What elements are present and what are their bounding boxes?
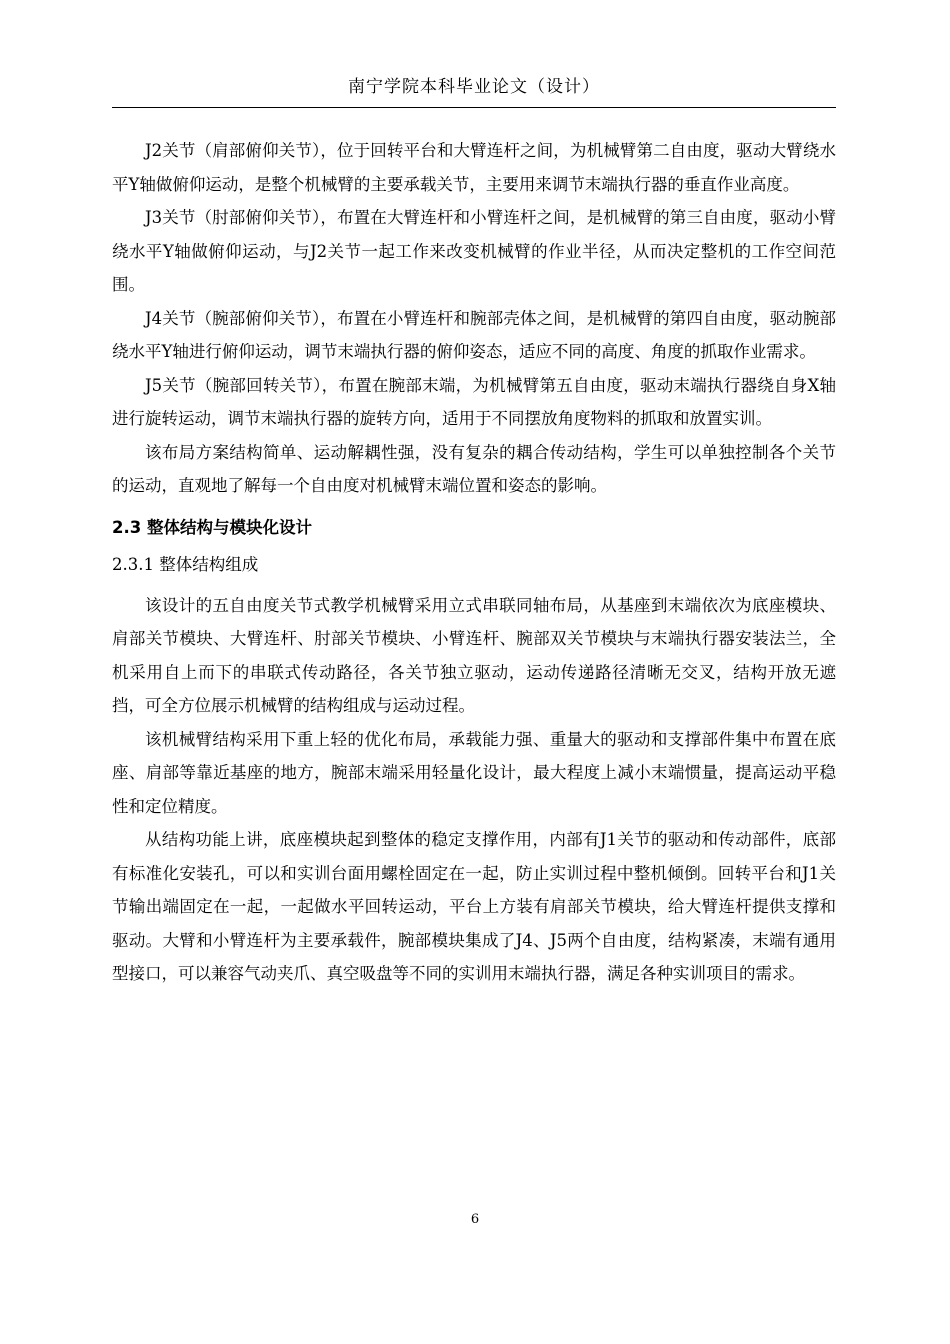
- paragraph-j4: J4关节（腕部俯仰关节），布置在小臂连杆和腕部壳体之间，是机械臂的第四自由度，驱动腕部绕水平Y轴进行俯仰运动，调节末端执行器的俯仰姿态，适应不同的高度、角度的抓取作业需求。: [112, 308, 836, 361]
- paragraph-j3: J3关节（肘部俯仰关节），布置在大臂连杆和小臂连杆之间，是机械臂的第三自由度，驱动小臂绕水平Y轴做俯仰运动，与J2关节一起工作来改变机械臂的作业半径，从而决定整机的工作空间范围。: [112, 208, 836, 294]
- document-body: [112, 134, 836, 991]
- section-heading: 2.3 整体结构与模块化设计: [112, 517, 312, 537]
- paragraph-structure-function: 从结构功能上讲，底座模块起到整体的稳定支撑作用，内部有J1关节的驱动和传动部件，底部有标准化安装孔，可以和实训台面用螺栓固定在一起，防止实训过程中整机倾倒。回转平台和J1关节输出端固定在一起，一起做水平回转运动，平台上方装有肩部关节模块，给大臂连杆提供支撑和驱动。大臂和小臂连杆为主要承载件，腕部模块集成了J4、J5两个自由度，结构紧凑，末端有通用型接口，可以兼容气动夹爪、真空吸盘等不同的实训用末端执行器，满足各种实训项目的需求。: [112, 830, 836, 983]
- paragraph-layout-summary: 该布局方案结构简单、运动解耦性强，没有复杂的耦合传动结构，学生可以单独控制各个关节的运动，直观地了解每一个自由度对机械臂末端位置和姿态的影响。: [112, 442, 836, 495]
- page-header: 南宁学院本科毕业论文（设计）: [112, 72, 836, 108]
- paragraph-j2: J2关节（肩部俯仰关节），位于回转平台和大臂连杆之间，为机械臂第二自由度，驱动大臂绕水平Y轴做俯仰运动，是整个机械臂的主要承载关节，主要用来调节末端执行器的垂直作业高度。: [112, 141, 836, 194]
- subsection-heading: 2.3.1 整体结构组成: [112, 554, 259, 574]
- page-number: 6: [470, 1212, 480, 1227]
- paragraph-j5: J5关节（腕部回转关节），布置在腕部末端，为机械臂第五自由度，驱动末端执行器绕自身X轴进行旋转运动，调节末端执行器的旋转方向，适用于不同摆放角度物料的抓取和放置实训。: [112, 375, 836, 428]
- paragraph-overall-structure: 该设计的五自由度关节式教学机械臂采用立式串联同轴布局，从基座到末端依次为底座模块、肩部关节模块、大臂连杆、肘部关节模块、小臂连杆、腕部双关节模块与末端执行器安装法兰，全机采用自上而下的串联式传动路径，各关节独立驱动，运动传递路径清晰无交叉，结构开放无遮挡，可全方位展示机械臂的结构组成与运动过程。: [112, 595, 836, 715]
- paragraph-weight-layout: 该机械臂结构采用下重上轻的优化布局，承载能力强、重量大的驱动和支撑部件集中布置在底座、肩部等靠近基座的地方，腕部末端采用轻量化设计，最大程度上减小末端惯量，提高运动平稳性和定位精度。: [112, 729, 836, 816]
